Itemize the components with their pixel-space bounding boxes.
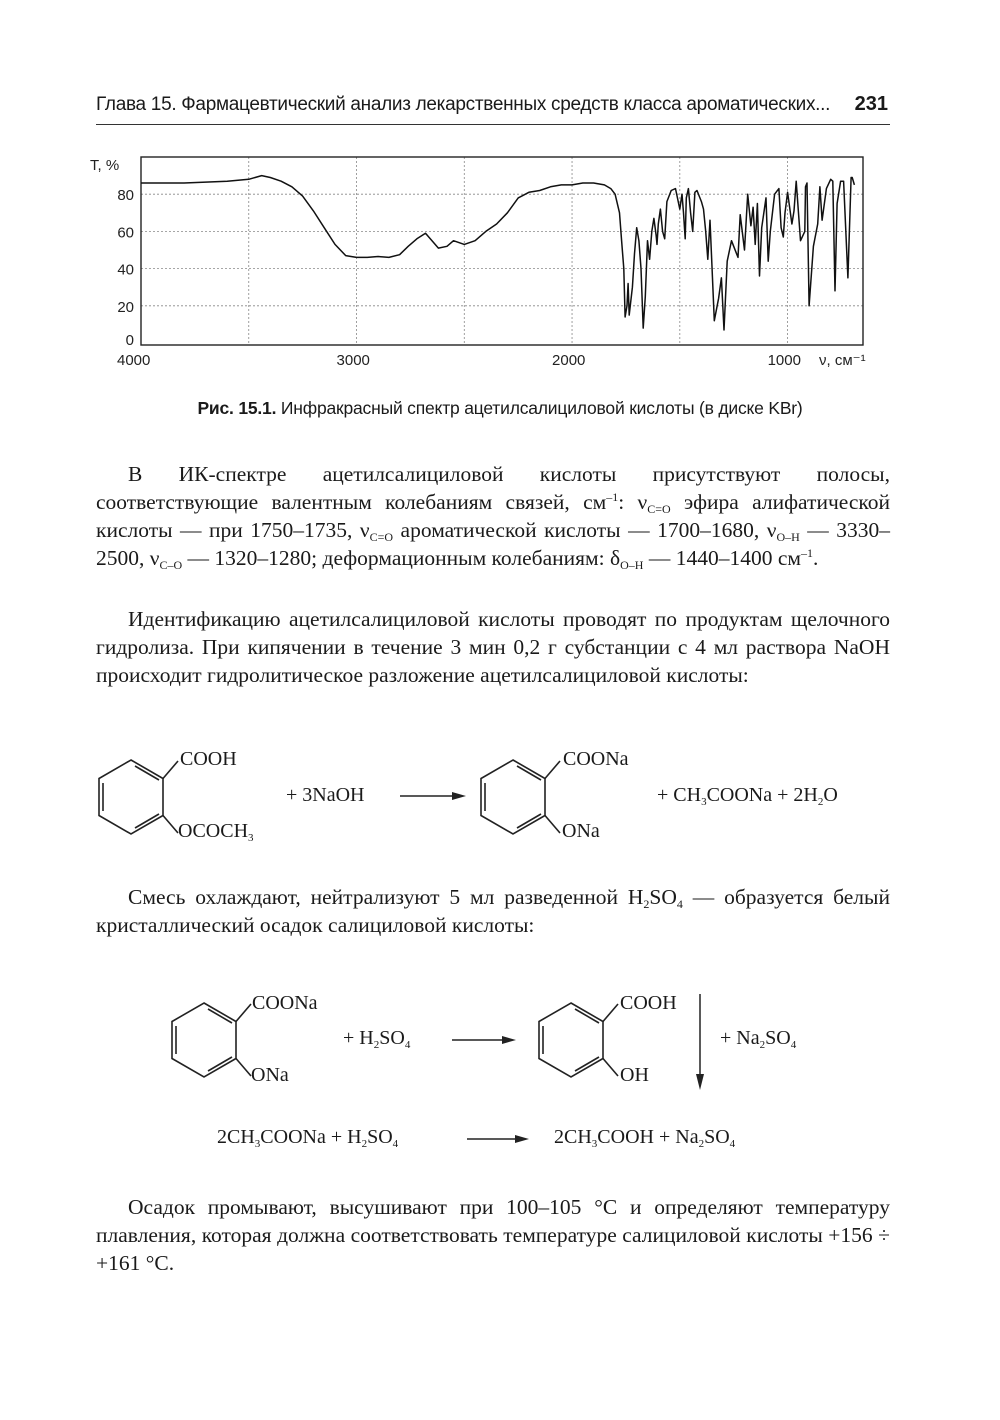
plot-frame bbox=[141, 157, 863, 345]
paragraph-melting-point bbox=[96, 1193, 890, 1277]
byproducts bbox=[657, 784, 838, 807]
subscript: 3 bbox=[591, 1138, 598, 1150]
spectrum-line bbox=[141, 176, 854, 330]
text-run: + Na bbox=[720, 1027, 760, 1049]
x-axis-label: ν, см⁻¹ bbox=[819, 352, 866, 369]
subscript: C=O bbox=[369, 530, 394, 544]
x-tick-label: 2000 bbox=[552, 352, 586, 369]
text-run: + CH bbox=[657, 784, 702, 806]
y-tick-label: 0 bbox=[125, 332, 134, 349]
product-bottom-group: OH bbox=[620, 1064, 649, 1086]
subscript: 2 bbox=[361, 1138, 368, 1150]
text-run: эфира алифатической кислоты — при 1750–1735, ν bbox=[96, 490, 890, 542]
text-run: SO bbox=[765, 1027, 791, 1049]
chart-grid bbox=[141, 157, 863, 345]
text-run: 2CH bbox=[217, 1126, 255, 1148]
text-run: В ИК-спектре ацетилсалициловой кислоты присутствуют полосы, соответствующие валентным колебаниям связей, см bbox=[96, 462, 890, 514]
text-run: — 1320–1280; деформационным колебаниям: δ bbox=[182, 546, 621, 570]
subscript: 4 bbox=[676, 897, 683, 911]
reaction3-left bbox=[217, 1126, 398, 1149]
y-tick-label: 60 bbox=[117, 224, 134, 242]
text-run: — 1440–1400 см bbox=[643, 546, 801, 570]
benzene-ring-icon bbox=[472, 755, 572, 845]
subscript: 3 bbox=[254, 1138, 261, 1150]
paragraph-identification bbox=[96, 605, 890, 689]
subscript: 4 bbox=[392, 1138, 399, 1150]
precipitate-arrow-icon bbox=[693, 994, 707, 1090]
product-top-group: COONa bbox=[563, 748, 629, 770]
subscript: 2 bbox=[373, 1039, 380, 1051]
x-axis-ticks bbox=[117, 352, 801, 369]
text-run: SO bbox=[649, 885, 677, 909]
subscript: 4 bbox=[729, 1138, 736, 1150]
benzene-ring-icon bbox=[163, 998, 263, 1088]
reactant-bottom-group: ONa bbox=[251, 1064, 289, 1086]
benzene-ring-icon bbox=[530, 998, 630, 1088]
reaction-arrow-icon bbox=[467, 1133, 529, 1145]
text-run: SO bbox=[379, 1027, 405, 1049]
y-axis-ticks bbox=[117, 187, 134, 349]
subscript: O–H bbox=[776, 530, 800, 544]
x-tick-label: 4000 bbox=[117, 352, 151, 369]
subscript: 4 bbox=[790, 1039, 797, 1051]
reaction-arrow-icon bbox=[452, 1034, 516, 1046]
text-run: COOH + Na bbox=[597, 1126, 699, 1148]
caption-text: Инфракрасный спектр ацетилсалициловой кислоты (в диске KBr) bbox=[280, 398, 803, 418]
reaction3-right bbox=[554, 1126, 735, 1149]
subscript: O–H bbox=[620, 558, 644, 572]
subscript: 3 bbox=[701, 796, 707, 808]
text-run: — образуется белый кристаллический осадок салициловой кислоты: bbox=[96, 885, 890, 937]
text-run: SO bbox=[704, 1126, 730, 1148]
text-run: + H bbox=[343, 1027, 374, 1049]
text-run: Смесь охлаждают, нейтрализуют 5 мл разведенной H bbox=[128, 885, 644, 909]
superscript: –1 bbox=[801, 546, 813, 560]
subscript: C=O bbox=[647, 502, 671, 516]
figure-caption bbox=[0, 398, 1000, 419]
text-run: 2CH bbox=[554, 1126, 592, 1148]
y-axis-label: T, % bbox=[90, 157, 120, 174]
benzene-ring-icon bbox=[90, 755, 190, 845]
reactant-top-group: COOH bbox=[180, 748, 237, 770]
reactant-bottom-group bbox=[178, 820, 254, 843]
y-tick-label: 40 bbox=[117, 261, 134, 279]
product-bottom-group: ONa bbox=[562, 820, 600, 842]
subscript: 2 bbox=[759, 1039, 766, 1051]
ir-spectrum-chart bbox=[90, 150, 880, 385]
text-run: COONa + 2H bbox=[706, 784, 818, 806]
running-header bbox=[96, 88, 890, 128]
x-tick-label: 3000 bbox=[336, 352, 370, 369]
reagent-h2so4 bbox=[343, 1027, 410, 1050]
superscript: –1 bbox=[606, 490, 619, 504]
text-run: — 3330–2500, ν bbox=[96, 518, 891, 570]
caption-label: Рис. 15.1. bbox=[197, 398, 277, 418]
reactant-top-group: COONa bbox=[252, 992, 318, 1014]
text-run: COONa + H bbox=[260, 1126, 362, 1148]
text-run: SO bbox=[367, 1126, 393, 1148]
reagent-naoh: + 3NaOH bbox=[286, 784, 365, 806]
subscript: 2 bbox=[643, 897, 650, 911]
text-run: . bbox=[813, 546, 819, 570]
paragraph-ir-bands bbox=[96, 460, 890, 572]
subscript: 4 bbox=[404, 1039, 411, 1051]
text-run: O bbox=[823, 784, 838, 806]
header-rule bbox=[96, 124, 890, 125]
x-tick-label: 1000 bbox=[767, 352, 801, 369]
page-number: 231 bbox=[854, 93, 888, 115]
paragraph-neutralization bbox=[96, 883, 890, 939]
text-run: OCOCH bbox=[178, 820, 249, 842]
y-tick-label: 20 bbox=[117, 298, 134, 316]
subscript: 2 bbox=[698, 1138, 705, 1150]
text-run: Идентификацию ацетилсалициловой кислоты проводят по продуктам щелочного гидролиза. При кипячении в течение 3 мин 0,2 г субстанции с 4 мл раствора NaOH происходит гидролитическое разложение ацетилсалициловой кислоты: bbox=[96, 607, 890, 687]
subscript: 2 bbox=[817, 796, 824, 808]
chapter-title: Глава 15. Фармацевтический анализ лекарственных средств класса ароматических... bbox=[96, 94, 831, 115]
byproduct-na2so4 bbox=[720, 1027, 796, 1050]
reaction-arrow-icon bbox=[400, 790, 466, 802]
text-run: Осадок промывают, высушивают при 100–105 °С и определяют температуру плавления, которая должна соответствовать температуре салициловой кислоты +156 ÷ +161 °С. bbox=[96, 1195, 890, 1275]
product-top-group: COOH bbox=[620, 992, 677, 1014]
text-run: ароматической кислоты — 1700–1680, ν bbox=[393, 518, 777, 542]
subscript: 3 bbox=[248, 832, 254, 844]
y-tick-label: 80 bbox=[117, 187, 134, 205]
text-run: : ν bbox=[618, 490, 648, 514]
subscript: C–O bbox=[159, 558, 183, 572]
